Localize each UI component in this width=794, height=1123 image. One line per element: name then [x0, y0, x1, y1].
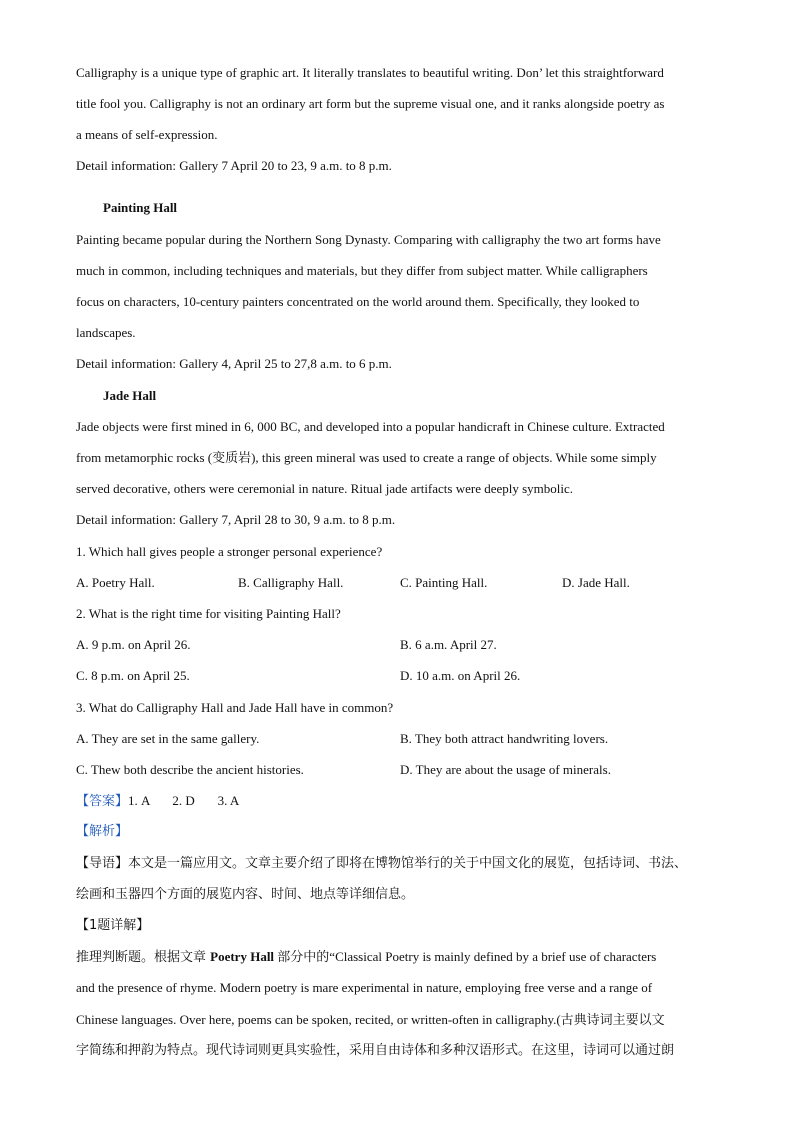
detail-1-bold: Poetry Hall — [210, 949, 275, 964]
painting-line-4: landscapes. — [76, 325, 136, 340]
guide-line-2: 绘画和玉器四个方面的展览内容、时间、地点等详细信息。 — [76, 887, 415, 902]
q1-option-d: D. Jade Hall. — [562, 575, 630, 590]
jade-line-2: from metamorphic rocks (变质岩), this green mineral was used to create a range of objects. While some simply — [76, 450, 657, 465]
q3-option-b: B. They both attract handwriting lovers. — [400, 731, 609, 746]
painting-line-3: focus on characters, 10-century painters concentrated on the world around them. Specifically, they looked to — [76, 294, 640, 309]
question-2: 2. What is the right time for visiting Painting Hall? — [76, 606, 341, 621]
detail-1-line-3: Chinese languages. Over here, poems can be spoken, recited, or written-often in calligraphy.(古典诗词主要以文 — [76, 1012, 665, 1027]
answer-line — [76, 793, 239, 810]
detail-1-tag: 【1题详解】 — [76, 918, 150, 933]
jade-line-1: Jade objects were first mined in 6, 000 BC, and developed into a popular handicraft in Chinese culture. Extracted — [76, 419, 665, 434]
intro-line-2: title fool you. Calligraphy is not an ordinary art form but the supreme visual one, and it ranks alongside poetry as — [76, 96, 665, 111]
q1-option-b: B. Calligraphy Hall. — [238, 575, 344, 590]
detail-1-suffix: 部分中的“Classical Poetry is mainly defined by a brief use of characters — [274, 949, 657, 964]
detail-1-prefix: 推理判断题。根据文章 — [76, 950, 211, 965]
guide-line-1: 【导语】本文是一篇应用文。文章主要介绍了即将在博物馆举行的关于中国文化的展览，包括诗词、书法、 — [76, 856, 688, 871]
jade-line-3: served decorative, others were ceremonial in nature. Ritual jade artifacts were deeply symbolic. — [76, 481, 574, 496]
answer-values: 1. A 2. D 3. A — [128, 793, 240, 808]
analysis-tag: 【解析】 — [76, 824, 129, 839]
painting-line-2: much in common, including techniques and materials, but they differ from subject matter. While calligraphers — [76, 263, 648, 278]
painting-detail: Detail information: Gallery 4, April 25 to 27,8 a.m. to 6 p.m. — [76, 356, 392, 371]
intro-detail: Detail information: Gallery 7 April 20 to 23, 9 a.m. to 8 p.m. — [76, 158, 392, 173]
q2-option-b: B. 6 a.m. April 27. — [400, 637, 497, 652]
q1-option-a: A. Poetry Hall. — [76, 575, 155, 590]
intro-line-1: Calligraphy is a unique type of graphic art. It literally translates to beautiful writing. Don’ let this straightforward — [76, 65, 664, 80]
intro-line-3: a means of self-expression. — [76, 127, 218, 142]
q1-option-c: C. Painting Hall. — [400, 575, 488, 590]
q2-option-d: D. 10 a.m. on April 26. — [400, 668, 521, 683]
q3-option-d: D. They are about the usage of minerals. — [400, 762, 611, 777]
jade-heading: Jade Hall — [103, 388, 157, 403]
q2-option-c: C. 8 p.m. on April 25. — [76, 668, 190, 683]
answer-tag: 【答案】 — [76, 794, 129, 809]
detail-1-line-4: 字简练和押韵为特点。现代诗词则更具实验性，采用自由诗体和多种汉语形式。在这里，诗词可以通过朗 — [76, 1043, 675, 1058]
question-1: 1. Which hall gives people a stronger personal experience? — [76, 544, 383, 559]
detail-1-line-2: and the presence of rhyme. Modern poetry is mare experimental in nature, employing free verse and a range of — [76, 980, 653, 995]
q3-option-c: C. Thew both describe the ancient histories. — [76, 762, 304, 777]
q2-option-a: A. 9 p.m. on April 26. — [76, 637, 191, 652]
painting-line-1: Painting became popular during the Northern Song Dynasty. Comparing with calligraphy the two art forms have — [76, 232, 661, 247]
painting-heading: Painting Hall — [103, 200, 178, 215]
detail-1-line-1 — [76, 949, 656, 966]
question-3: 3. What do Calligraphy Hall and Jade Hall have in common? — [76, 700, 394, 715]
jade-detail: Detail information: Gallery 7, April 28 to 30, 9 a.m. to 8 p.m. — [76, 512, 396, 527]
q3-option-a: A. They are set in the same gallery. — [76, 731, 260, 746]
